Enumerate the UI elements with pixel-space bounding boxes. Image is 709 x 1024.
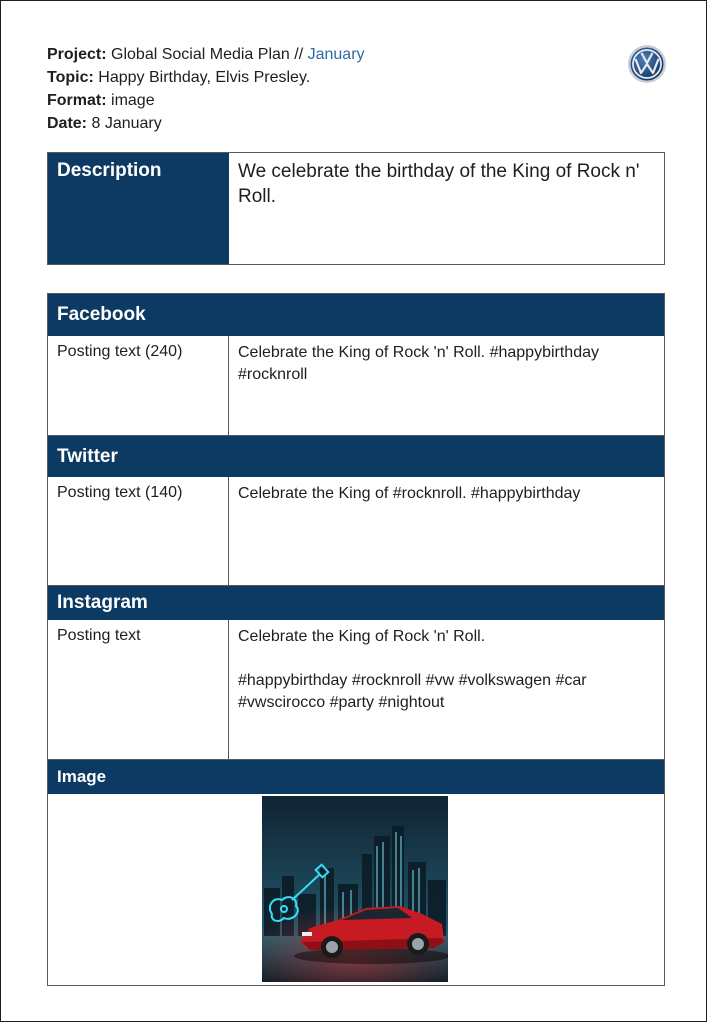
date-line	[47, 112, 365, 135]
instagram-posting-text	[229, 620, 664, 759]
instagram-section-header	[48, 586, 664, 620]
twitter-title: Twitter	[57, 445, 118, 467]
twitter-posting-row	[48, 477, 664, 586]
format-value: image	[111, 92, 155, 109]
date-value: 8 January	[91, 115, 162, 132]
facebook-field-label: Posting text (240)	[48, 336, 229, 435]
format-line	[47, 89, 365, 112]
topic-value: Happy Birthday, Elvis Presley.	[98, 69, 311, 86]
topic-line	[47, 66, 365, 89]
instagram-text-line1: Celebrate the King of Rock 'n' Roll.	[238, 628, 486, 645]
facebook-posting-row	[48, 336, 664, 436]
description-label: Description	[48, 153, 229, 264]
description-table	[47, 152, 665, 265]
image-section-header	[48, 760, 664, 794]
description-text: We celebrate the birthday of the King of Rock n' Roll.	[238, 161, 640, 207]
project-label: Project:	[47, 46, 107, 63]
instagram-field-label: Posting text	[48, 620, 229, 759]
neon-guitar-city-car-image	[262, 796, 448, 982]
facebook-title: Facebook	[57, 304, 146, 325]
project-line	[47, 43, 365, 66]
project-month: January	[307, 46, 365, 63]
twitter-section-header	[48, 436, 664, 477]
post-header	[47, 43, 365, 135]
social-posts-table	[47, 293, 665, 986]
facebook-posting-text: Celebrate the King of Rock 'n' Roll. #happybirthday #rocknroll	[238, 344, 599, 383]
twitter-field-label: Posting text (140)	[48, 477, 229, 585]
twitter-posting-text: Celebrate the King of #rocknroll. #happybirthday	[238, 485, 581, 502]
instagram-title: Instagram	[57, 592, 148, 613]
vw-logo-icon	[627, 44, 667, 84]
instagram-hashtags: #happybirthday #rocknroll #vw #volkswagen #car #vwscirocco #party #nightout	[238, 672, 587, 711]
image-title: Image	[57, 767, 107, 786]
format-label: Format:	[47, 92, 107, 109]
project-value: Global Social Media Plan //	[111, 46, 304, 63]
facebook-section-header	[48, 294, 664, 336]
topic-label: Topic:	[47, 69, 94, 86]
date-label: Date:	[47, 115, 88, 132]
instagram-posting-row	[48, 620, 664, 760]
